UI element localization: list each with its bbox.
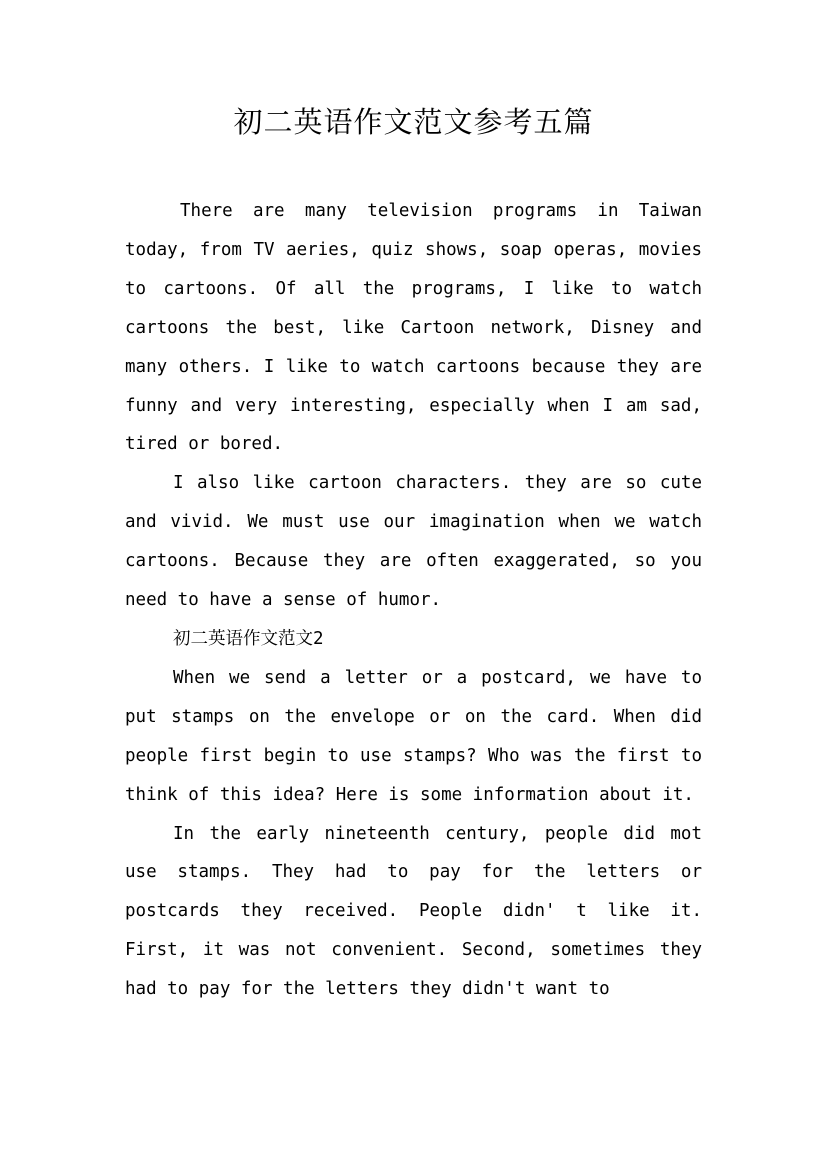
document-title: 初二英语作文范文参考五篇 [233, 105, 594, 139]
document-body [125, 192, 702, 1009]
section-heading-essay-2: 初二英语作文范文2 [173, 628, 324, 649]
paragraph-cartoons: There are many television programs in Taiwan today, from TV aeries, quiz shows, soap operas, movies to cartoons. Of all the programs, I like to watch cartoons the best, like Cartoon network, Disney and many others. I like to watch cartoons because they are funny and very interesting, especially when I am sad, tired or bored. [125, 201, 702, 455]
paragraph-stamps-history: In the early nineteenth century, people did mot use stamps. They had to pay for the letters or postcards they received. People didn' t like it. First, it was not convenient. Second, sometimes they had to pay for the letters they didn't want to [125, 823, 702, 1000]
paragraph-stamps-intro: When we send a letter or a postcard, we have to put stamps on the envelope or on the card. When did people first begin to use stamps? Who was the first to think of this idea? Here is some information about it. [125, 667, 702, 805]
paragraph-cartoon-characters: I also like cartoon characters. they are so cute and vivid. We must use our imagination when we watch cartoons. Because they are often exaggerated, so you need to have a sense of humor. [125, 473, 702, 611]
